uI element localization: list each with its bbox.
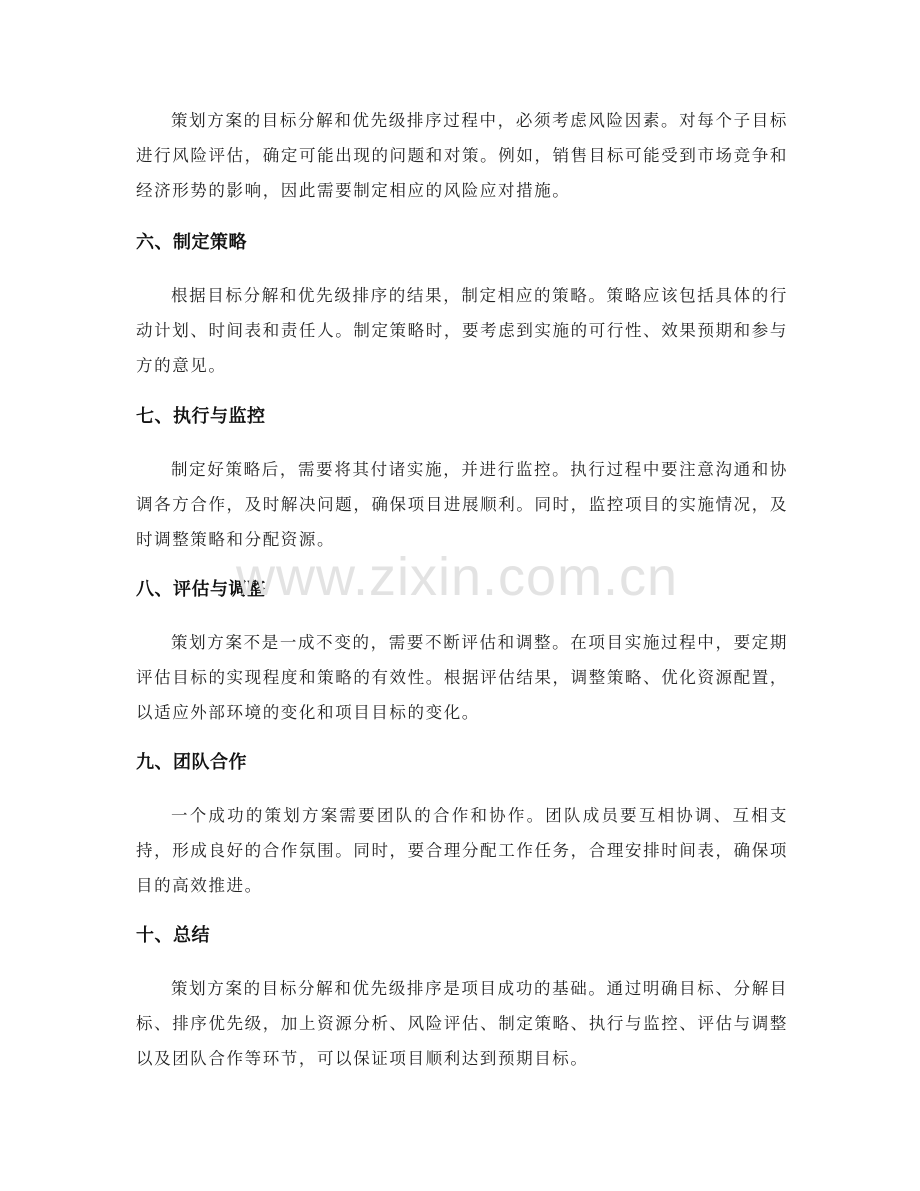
section-heading-9: 九、团队合作 [136, 752, 247, 773]
section-heading-7: 七、执行与监控 [136, 406, 266, 427]
section-heading-10: 十、总结 [136, 925, 210, 946]
intro-paragraph: 策划方案的目标分解和优先级排序过程中，必须考虑风险因素。对每个子目标进行风险评估，确定可能出现的问题和对策。例如，销售目标可能受到市场竞争和经济形势的影响，因此需要制定相应的风险应对措施。 [136, 111, 788, 200]
watermark-text: www.zixin.com.cn [236, 547, 679, 607]
section-heading-6: 六、制定策略 [136, 232, 247, 253]
section-paragraph-6: 根据目标分解和优先级排序的结果，制定相应的策略。策略应该包括具体的行动计划、时间表和责任人。制定策略时，要考虑到实施的可行性、效果预期和参与方的意见。 [136, 286, 788, 375]
section-paragraph-8: 策划方案不是一成不变的，需要不断评估和调整。在项目实施过程中，要定期评估目标的实现程度和策略的有效性。根据评估结果，调整策略、优化资源配置，以适应外部环境的变化和项目目标的变化。 [136, 633, 788, 722]
section-paragraph-7: 制定好策略后，需要将其付诸实施，并进行监控。执行过程中要注意沟通和协调各方合作，及时解决问题，确保项目进展顺利。同时，监控项目的实施情况，及时调整策略和分配资源。 [136, 460, 788, 549]
section-paragraph-10: 策划方案的目标分解和优先级排序是项目成功的基础。通过明确目标、分解目标、排序优先级，加上资源分析、风险评估、制定策略、执行与监控、评估与调整以及团队合作等环节，可以保证项目顺利达到预期目标。 [136, 979, 788, 1068]
section-paragraph-9: 一个成功的策划方案需要团队的合作和协作。团队成员要互相协调、互相支持，形成良好的合作氛围。同时，要合理分配工作任务，合理安排时间表，确保项目的高效推进。 [136, 806, 788, 895]
section-heading-8: 八、评估与调整 [136, 579, 266, 600]
